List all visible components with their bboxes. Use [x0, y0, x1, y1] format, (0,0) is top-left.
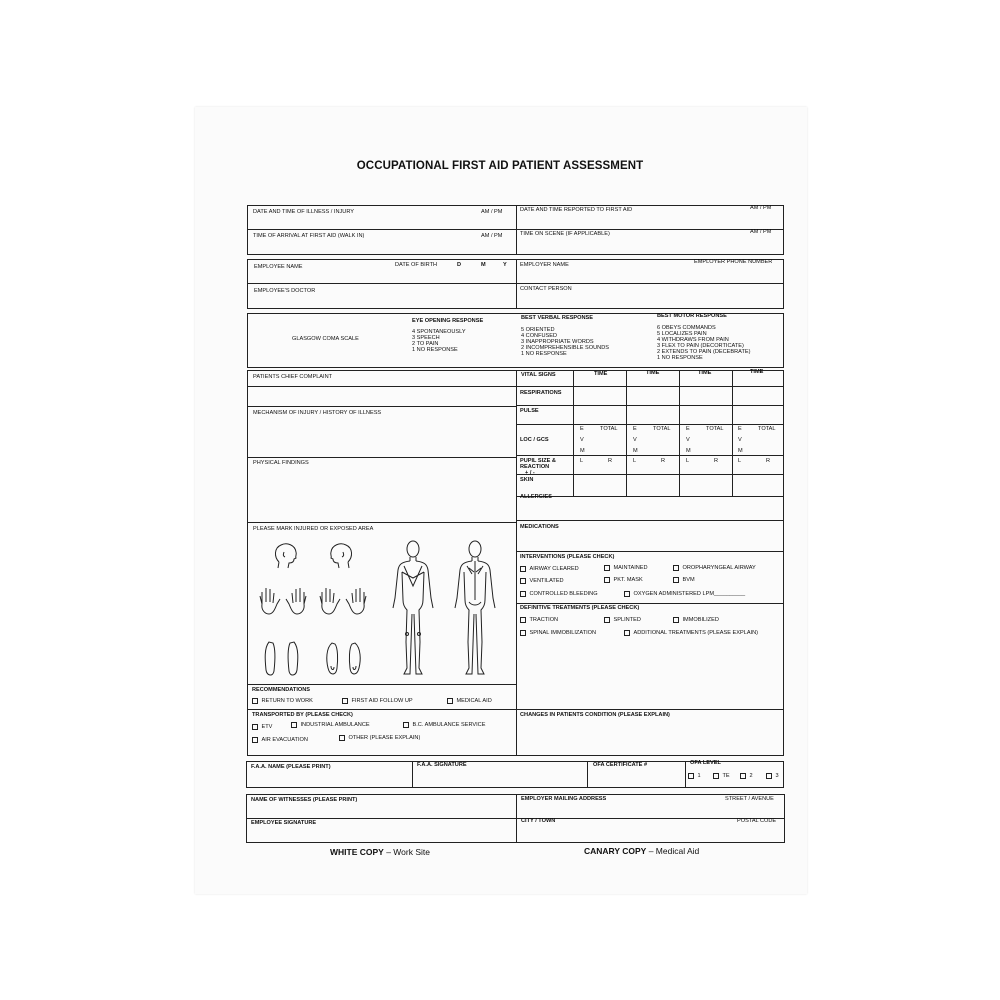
air-evacuation-label: AIR EVACUATION [261, 737, 308, 744]
checkbox[interactable] [520, 578, 526, 584]
pupil-r: R [661, 458, 666, 464]
ampm-label: AM / PM [481, 209, 503, 215]
employees-doctor-field[interactable]: EMPLOYEE'S DOCTOR [254, 288, 316, 294]
motor-response-title: BEST MOTOR RESPONSE [657, 313, 727, 319]
faa-name-field[interactable]: F.A.A. NAME (PLEASE PRINT) [251, 764, 331, 770]
verbal-response-option: 1 NO RESPONSE [521, 351, 567, 357]
changes-condition-field[interactable]: CHANGES IN PATIENTS CONDITION (PLEASE EXPLAIN) [520, 712, 670, 718]
recommendations-title: RECOMMENDATIONS [252, 687, 311, 693]
ampm-label: AM / PM [481, 233, 503, 239]
contact-person-field[interactable]: CONTACT PERSON [520, 286, 572, 292]
dob-month: M [481, 262, 486, 268]
airway-cleared-label: AIRWAY CLEARED [529, 566, 579, 573]
checkbox[interactable] [342, 698, 348, 704]
return-to-work-checkbox[interactable] [252, 698, 313, 704]
loc-v: V [580, 437, 584, 443]
checkbox[interactable] [520, 566, 526, 572]
industrial-ambulance-label: INDUSTRIAL AMBULANCE [300, 722, 370, 729]
ventilated-label: VENTILATED [529, 578, 564, 585]
dob-day: D [457, 262, 462, 268]
ventilated-checkbox[interactable] [520, 578, 564, 584]
loc-e: E [580, 426, 584, 432]
ampm-label: AM / PM [750, 205, 772, 211]
postal-code-label: POSTAL CODE [737, 818, 777, 824]
loc-e: E [633, 426, 637, 432]
verbal-response-option: 3 INAPPROPRIATE WORDS [521, 339, 594, 345]
pupil-r: R [714, 458, 719, 464]
employee-signature-field[interactable]: EMPLOYEE SIGNATURE [251, 820, 317, 826]
pulse-label: PULSE [520, 408, 539, 414]
pupil-r: R [766, 458, 771, 464]
verbal-response-option: 5 ORIENTED [521, 327, 555, 333]
white-copy-title: WHITE COPY [330, 847, 384, 857]
loc-v: V [633, 437, 637, 443]
respirations-label: RESPIRATIONS [520, 390, 562, 396]
ofa-level-1-checkbox[interactable] [688, 773, 701, 779]
reaction-sign-label: + / - [525, 470, 535, 476]
maintained-label: MAINTAINED [613, 565, 648, 572]
etv-label: ETV [261, 724, 273, 731]
checkbox[interactable] [520, 617, 526, 623]
oxygen-checkbox[interactable] [624, 591, 745, 597]
pkt-mask-checkbox[interactable] [604, 577, 643, 583]
chief-complaint-field[interactable]: PATIENTS CHIEF COMPLAINT [253, 374, 333, 380]
ofa-level-label: OFA LEVEL [690, 760, 721, 766]
interventions-title: INTERVENTIONS (PLEASE CHECK) [520, 554, 615, 560]
checkbox[interactable] [624, 591, 630, 597]
ampm-label: AM / PM [750, 229, 772, 235]
checkbox[interactable] [673, 617, 679, 623]
date-time-illness-field[interactable]: DATE AND TIME OF ILLNESS / INJURY [253, 209, 355, 215]
pupil-label: PUPIL SIZE & [520, 458, 556, 464]
loc-v: V [686, 437, 690, 443]
verbal-response-title: BEST VERBAL RESPONSE [521, 315, 594, 321]
mechanism-field[interactable]: MECHANISM OF INJURY / HISTORY OF ILLNESS [253, 410, 382, 416]
checkbox[interactable] [604, 577, 610, 583]
first-aid-follow-up-label: FIRST AID FOLLOW UP [351, 698, 413, 705]
maintained-checkbox[interactable] [604, 565, 648, 571]
checkbox[interactable] [403, 722, 409, 728]
allergies-field[interactable]: ALLERGIES [520, 494, 553, 500]
controlled-bleeding-label: CONTROLLED BLEEDING [529, 591, 598, 598]
oropharyngeal-label: OROPHARYNGEAL AIRWAY [682, 565, 756, 572]
street-label: STREET / AVENUE [725, 796, 774, 802]
time-col-4[interactable]: TIME [750, 369, 764, 375]
traction-checkbox[interactable] [520, 617, 558, 623]
checkbox[interactable] [252, 724, 258, 730]
gcs-label: GLASGOW COMA SCALE [292, 336, 359, 342]
air-evacuation-checkbox[interactable] [252, 737, 308, 743]
checkbox[interactable] [520, 591, 526, 597]
loc-total: TOTAL [706, 426, 724, 432]
time-on-scene-field[interactable]: TIME ON SCENE (IF APPLICABLE) [520, 231, 610, 237]
form-title: OCCUPATIONAL FIRST AID PATIENT ASSESSMENT [356, 160, 644, 172]
faa-signature-field[interactable]: F.A.A. SIGNATURE [417, 762, 467, 768]
ofa-level-te-checkbox[interactable] [713, 773, 730, 779]
checkbox[interactable] [447, 698, 453, 704]
time-col-1[interactable]: TIME [594, 371, 608, 377]
hand-palm-icon[interactable] [258, 584, 308, 616]
vital-signs-label: VITAL SIGNS [521, 372, 556, 378]
loc-total: TOTAL [653, 426, 671, 432]
checkbox[interactable] [604, 565, 610, 571]
motor-response-option: 3 FLEX TO PAIN (DECORTICATE) [657, 343, 744, 349]
checkbox[interactable] [252, 698, 258, 704]
loc-e: E [686, 426, 690, 432]
eye-response-option: 3 SPEECH [412, 335, 440, 341]
oxygen-label: OXYGEN ADMINISTERED LPM__________ [633, 591, 746, 598]
feet-sole-icon[interactable] [322, 640, 367, 680]
checkbox[interactable] [740, 773, 746, 779]
splinted-label: SPLINTED [613, 617, 641, 624]
controlled-bleeding-checkbox[interactable] [520, 591, 598, 597]
checkbox[interactable] [766, 773, 772, 779]
loc-m: M [633, 448, 638, 454]
immobilized-label: IMMOBILIZED [682, 617, 719, 624]
employer-name-field[interactable]: EMPLOYER NAME [520, 262, 569, 268]
definitive-title: DEFINITIVE TREATMENTS (PLEASE CHECK) [520, 605, 640, 611]
canary-copy-title: CANARY COPY [584, 846, 647, 856]
motor-response-option: 4 WITHDRAWS FROM PAIN [657, 337, 729, 343]
oropharyngeal-checkbox[interactable] [673, 565, 756, 571]
bc-ambulance-checkbox[interactable] [403, 722, 485, 728]
loc-m: M [580, 448, 585, 454]
additional-treatments-label: ADDITIONAL TREATMENTS (PLEASE EXPLAIN) [633, 630, 759, 637]
ofa-level-2-label: 2 [749, 773, 753, 780]
loc-total: TOTAL [600, 426, 618, 432]
pkt-mask-label: PKT. MASK [613, 577, 643, 584]
eye-response-title: EYE OPENING RESPONSE [412, 318, 484, 324]
loc-m: M [686, 448, 691, 454]
checkbox[interactable] [713, 773, 719, 779]
verbal-response-option: 4 CONFUSED [521, 333, 558, 339]
spinal-immobilization-checkbox[interactable] [520, 630, 596, 636]
city-town-field[interactable]: CITY / TOWN [521, 818, 556, 824]
reaction-label: REACTION [520, 464, 550, 470]
checkbox[interactable] [604, 617, 610, 623]
body-front-icon[interactable] [390, 540, 436, 680]
checkbox[interactable] [520, 630, 526, 636]
mark-area-label: PLEASE MARK INJURED OR EXPOSED AREA [253, 526, 374, 532]
industrial-ambulance-checkbox[interactable] [291, 722, 370, 728]
checkbox[interactable] [252, 737, 258, 743]
canary-copy-dest: – Medical Aid [646, 846, 700, 856]
other-transport-checkbox[interactable] [339, 735, 420, 741]
ofa-level-3-checkbox[interactable] [766, 773, 779, 779]
loc-total: TOTAL [758, 426, 776, 432]
pupil-r: R [608, 458, 613, 464]
loc-gcs-label: LOC / GCS [520, 437, 549, 443]
ofa-level-2-checkbox[interactable] [740, 773, 753, 779]
pupil-l: L [633, 458, 637, 464]
body-back-icon[interactable] [452, 540, 498, 680]
dob-year: Y [503, 262, 507, 268]
loc-v: V [738, 437, 742, 443]
medical-aid-label: MEDICAL AID [456, 698, 492, 705]
immobilized-checkbox[interactable] [673, 617, 719, 623]
skin-label: SKIN [520, 477, 534, 483]
splinted-checkbox[interactable] [604, 617, 641, 623]
ofa-level-te-label: TE [722, 773, 730, 780]
spinal-immobilization-label: SPINAL IMMOBILIZATION [529, 630, 597, 637]
time-arrival-field[interactable]: TIME OF ARRIVAL AT FIRST AID (WALK IN) [253, 233, 365, 239]
checkbox[interactable] [339, 735, 345, 741]
employer-phone-field[interactable]: EMPLOYER PHONE NUMBER [694, 259, 773, 265]
ofa-level-3-label: 3 [775, 773, 779, 780]
transported-title: TRANSPORTED BY (PLEASE CHECK) [252, 712, 353, 718]
return-to-work-label: RETURN TO WORK [261, 698, 313, 705]
white-copy-dest: – Work Site [383, 847, 430, 857]
witnesses-field[interactable]: NAME OF WITNESSES (PLEASE PRINT) [251, 797, 358, 803]
airway-cleared-checkbox[interactable] [520, 566, 579, 572]
date-time-reported-field[interactable]: DATE AND TIME REPORTED TO FIRST AID [520, 207, 633, 213]
additional-treatments-checkbox[interactable] [624, 630, 758, 636]
verbal-response-option: 2 INCOMPREHENSIBLE SOUNDS [521, 345, 609, 351]
checkbox[interactable] [673, 577, 679, 583]
physical-findings-field[interactable]: PHYSICAL FINDINGS [253, 460, 309, 466]
eye-response-option: 2 TO PAIN [412, 341, 439, 347]
feet-top-icon[interactable] [260, 640, 305, 680]
traction-label: TRACTION [529, 617, 559, 624]
other-transport-label: OTHER (PLEASE EXPLAIN) [348, 735, 421, 742]
head-profile-right-icon[interactable] [270, 540, 302, 572]
date-of-birth-label: DATE OF BIRTH [395, 262, 438, 268]
medications-field[interactable]: MEDICATIONS [520, 524, 559, 530]
time-col-2[interactable]: TIME [646, 370, 660, 376]
eye-response-option: 4 SPONTANEOUSLY [412, 329, 466, 335]
pupil-l: L [580, 458, 584, 464]
etv-checkbox[interactable] [252, 724, 272, 730]
first-aid-follow-up-checkbox[interactable] [342, 698, 413, 704]
hand-back-icon[interactable] [318, 584, 368, 616]
loc-m: M [738, 448, 743, 454]
checkbox[interactable] [688, 773, 694, 779]
motor-response-option: 5 LOCALIZES PAIN [657, 331, 707, 337]
bc-ambulance-label: B.C. AMBULANCE SERVICE [412, 722, 486, 729]
ofa-level-1-label: 1 [697, 773, 701, 780]
time-col-3[interactable]: TIME [698, 370, 712, 376]
motor-response-option: 1 NO RESPONSE [657, 355, 703, 361]
medical-aid-checkbox[interactable] [447, 698, 492, 704]
motor-response-option: 6 OBEYS COMMANDS [657, 325, 716, 331]
employer-mailing-field[interactable]: EMPLOYER MAILING ADDRESS [521, 796, 607, 802]
ofa-certificate-field[interactable]: OFA CERTIFICATE # [593, 762, 648, 768]
pupil-l: L [738, 458, 742, 464]
checkbox[interactable] [673, 565, 679, 571]
pupil-l: L [686, 458, 690, 464]
canary-copy-label [584, 846, 699, 856]
bvm-label: BVM [682, 577, 695, 584]
motor-response-option: 2 EXTENDS TO PAIN (DECEBRATE) [657, 349, 751, 355]
eye-response-option: 1 NO RESPONSE [412, 347, 458, 353]
white-copy-label [330, 847, 430, 857]
bvm-checkbox[interactable] [673, 577, 695, 583]
checkbox[interactable] [291, 722, 297, 728]
head-profile-left-icon[interactable] [325, 540, 357, 572]
checkbox[interactable] [624, 630, 630, 636]
loc-e: E [738, 426, 742, 432]
employee-name-field[interactable]: EMPLOYEE NAME [254, 264, 303, 270]
